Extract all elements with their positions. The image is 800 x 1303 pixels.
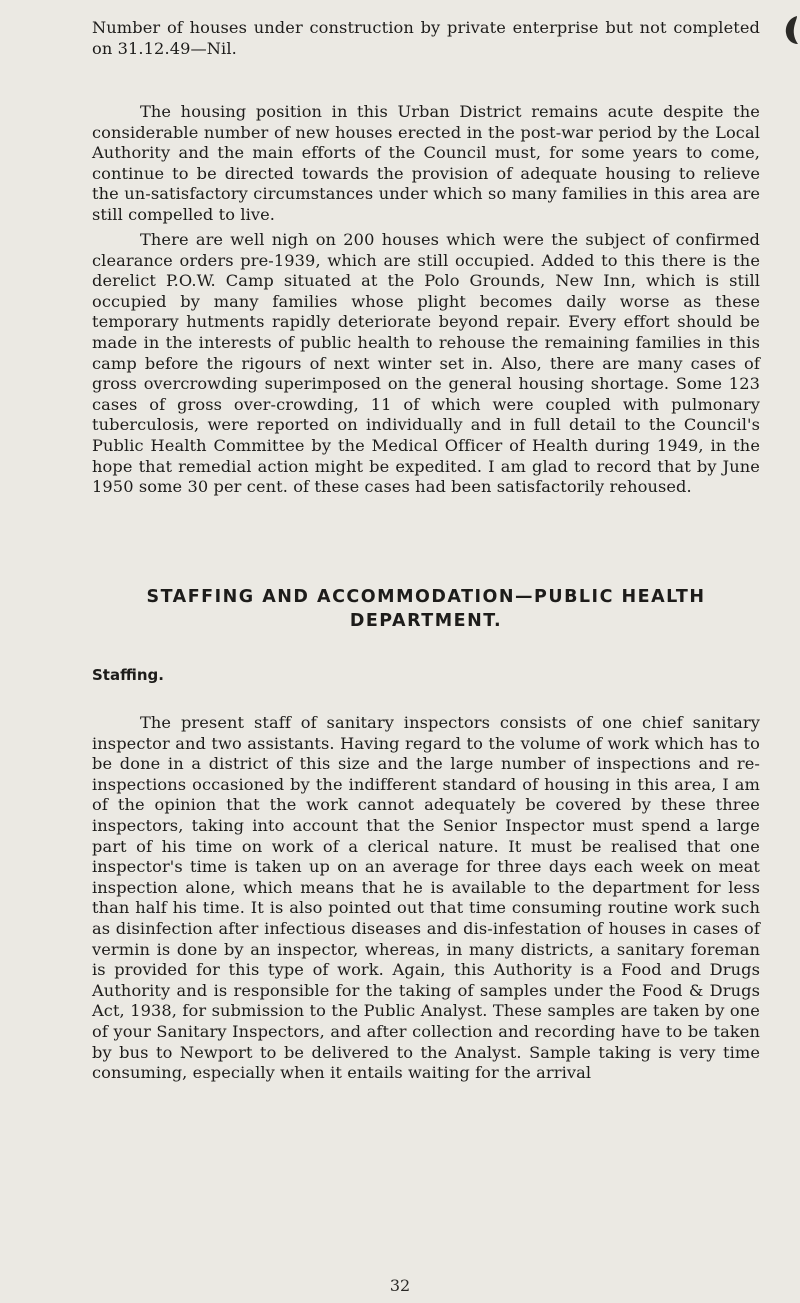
- section-heading: STAFFING AND ACCOMMODATION—PUBLIC HEALTH DEPARTMENT.: [146, 587, 706, 631]
- paragraph-private-construction: Number of houses under construction by private enterprise but not completed on 31.12.49—Nil.: [92, 18, 760, 58]
- page-number: 32: [389, 1276, 411, 1295]
- binding-punch-mark-icon: [783, 14, 800, 46]
- paragraph-clearance-and-overcrowding: There are well nigh on 200 houses which were the subject of confirmed clearance orders pre-1939, which are still occupied. Added to this there is the derelict P.O.W. Camp situated at the Polo Grounds, New Inn, which is still occupied by many families whose plight becomes daily worse as these temporary hutments rapidly deteriorate beyond repair. Every effort should be made in the interests of public health to rehouse the remaining families in this camp before the rigours of next winter set in. Also, there are many cases of gross overcrowding superimposed on the general housing shortage. Some 123 cases of gross over-crowding, 11 of which were coupled with pulmonary tuberculosis, were reported on individually and in full detail to the Council's Public Health Committee by the Medical Officer of Health during 1949, in the hope that remedial action might be expedited. I am glad to record that by June 1950 some 30 per cent. of these cases had been satisfactorily rehoused.: [92, 230, 760, 497]
- paragraph-housing-position: The housing position in this Urban District remains acute despite the considerable number of new houses erected in the post-war period by the Local Authority and the main efforts of the Council must, for some years to come, continue to be directed towards the provision of adequate housing to relieve the un-satisfactory circumstances under which so many families in this area are still compelled to live.: [92, 102, 760, 224]
- sub-heading-staffing: Staffing.: [92, 666, 164, 684]
- paragraph-staffing: The present staff of sanitary inspectors consists of one chief sanitary inspector and two assistants. Having regard to the volume of work which has to be done in a district of this size and the large number of inspections and re-inspections occasioned by the indifferent standard of housing in this area, I am of the opinion that the work cannot adequately be covered by these three inspectors, taking into account that the Senior Inspector must spend a large part of his time on work of a clerical nature. It must be realised that one inspector's time is taken up on an average for three days each week on meat inspection alone, which means that he is available to the department for less than half his time. It is also pointed out that time consuming routine work such as disinfection after infectious diseases and dis-infestation of houses in cases of vermin is done by an inspector, whereas, in many districts, a sanitary foreman is provided for this type of work. Again, this Authority is a Food and Drugs Authority and is responsible for the taking of samples under the Food & Drugs Act, 1938, for submission to the Public Analyst. These samples are taken by one of your Sanitary Inspectors, and after collection and recording have to be taken by bus to Newport to be delivered to the Analyst. Sample taking is very time consuming, especially when it entails waiting for the arrival: [92, 713, 760, 1083]
